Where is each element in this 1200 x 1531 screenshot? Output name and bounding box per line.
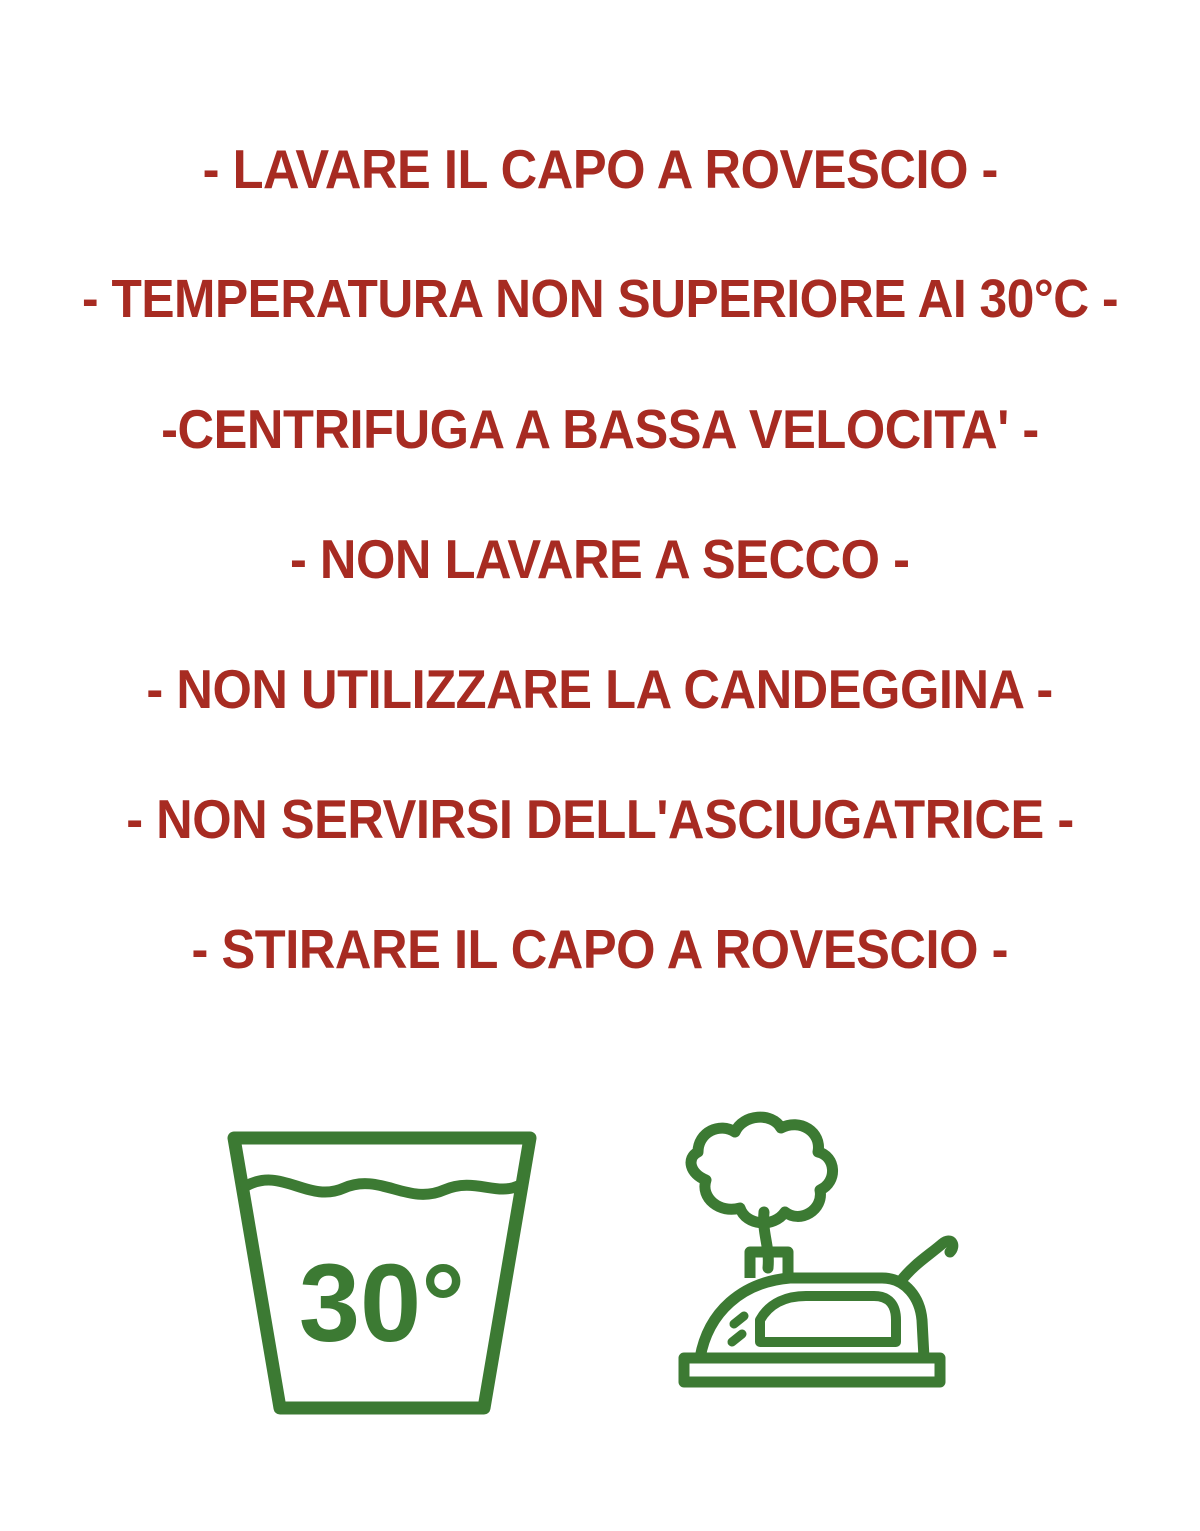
instruction-line: - NON SERVIRSI DELL'ASCIUGATRICE -	[126, 788, 1074, 850]
instruction-line: -CENTRIFUGA A BASSA VELOCITA' -	[161, 398, 1039, 460]
care-symbols-row	[0, 1106, 1200, 1426]
instruction-line: - NON LAVARE A SECCO -	[290, 528, 910, 590]
instruction-line: - TEMPERATURA NON SUPERIORE AI 30°C -	[81, 269, 1119, 329]
wash-tub-30-icon	[222, 1126, 542, 1426]
iron-steam-icon	[638, 1106, 978, 1426]
instruction-line: - NON UTILIZZARE LA CANDEGGINA -	[146, 658, 1054, 720]
instruction-line: - STIRARE IL CAPO A ROVESCIO -	[191, 918, 1009, 980]
wash-temperature-label: 30°	[298, 1242, 466, 1365]
instruction-line: - LAVARE IL CAPO A ROVESCIO -	[202, 138, 998, 200]
